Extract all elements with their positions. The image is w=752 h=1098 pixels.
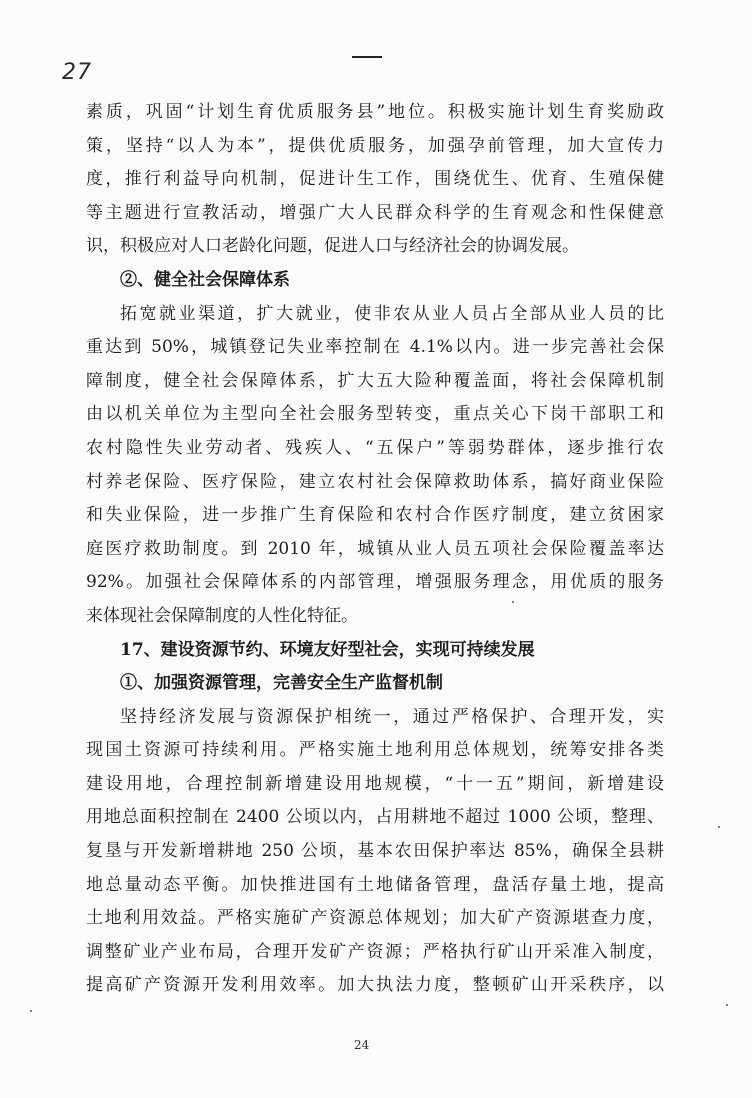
text-line: 识，积极应对人口老龄化问题，促进人口与经济社会的协调发展。	[86, 236, 579, 257]
handwritten-page-number: 27	[62, 60, 92, 85]
scan-speck	[512, 601, 514, 603]
text-line: 素质，巩固“计划生育优质服务县”地位。积极实施计划生育奖励政	[86, 102, 664, 122]
top-dash-mark	[352, 56, 382, 58]
text-line: 提高矿产资源开发利用效率。加大执法力度，整顿矿山开采秩序，以	[86, 975, 664, 996]
text-line: 庭医疗救助制度。到 2010 年，城镇从业人员五项社会保险覆盖率达	[86, 538, 664, 559]
text-line: 农村隐性失业劳动者、残疾人、“五保户”等弱势群体，逐步推行农	[86, 437, 664, 458]
text-line: 92%。加强社会保障体系的内部管理，增强服务理念，用优质的服务	[86, 572, 664, 593]
text-line: 用地总面积控制在 2400 公顷以内，占用耕地不超过 1000 公顷，整理、	[86, 807, 664, 828]
text-line: 土地利用效益。严格实施矿产资源总体规划；加大矿产资源堪查力度，	[86, 908, 664, 929]
text-line: 复垦与开发新增耕地 250 公顷，基本农田保护率达 85%，确保全县耕	[86, 841, 664, 862]
text-line: 现国土资源可持续利用。严格实施土地利用总体规划，统筹安排各类	[86, 740, 664, 761]
text-line: 调整矿业产业布局，合理开发矿产资源；严格执行矿山开采准入制度，	[86, 941, 664, 962]
text-line: 等主题进行宣教活动，增强广大人民群众科学的生育观念和性保健意	[86, 202, 664, 223]
text-line: 建设用地，合理控制新增建设用地规模，“十一五”期间，新增建设	[86, 773, 664, 794]
scan-speck	[30, 1010, 32, 1012]
text-line: 村养老保险、医疗保险，建立农村社会保障救助体系，搞好商业保险	[86, 471, 664, 492]
text-line: 策，坚持“以人为本”，提供优质服务，加强孕前管理，加大宣传力	[86, 135, 664, 156]
section-heading: ②、健全社会保障体系	[120, 269, 290, 290]
text-line: 来体现社会保障制度的人性化特征。	[86, 605, 358, 626]
text-line: 和失业保险，进一步推广生育保险和农村合作医疗制度，建立贫困家	[86, 505, 664, 526]
text-line: 障制度，健全社会保障体系，扩大五大险种覆盖面，将社会保障机制	[86, 370, 664, 391]
page-number: 24	[354, 1038, 370, 1052]
text-line: 拓宽就业渠道，扩大就业，使非农从业人员占全部从业人员的比	[120, 303, 664, 324]
chapter-heading: 17、建设资源节约、环境友好型社会，实现可持续发展	[120, 639, 535, 660]
scan-speck	[726, 1004, 728, 1006]
document-body	[86, 96, 664, 1003]
scan-speck	[718, 826, 720, 828]
section-heading: ①、加强资源管理，完善安全生产监督机制	[120, 673, 443, 694]
text-line: 由以机关单位为主型向全社会服务型转变，重点关心下岗干部职工和	[86, 404, 664, 425]
text-line: 重达到 50%，城镇登记失业率控制在 4.1%以内。进一步完善社会保	[86, 337, 664, 358]
text-line: 地总量动态平衡。加快推进国有土地储备管理，盘活存量土地，提高	[86, 874, 664, 895]
text-line: 度，推行利益导向机制，促进计生工作，围绕优生、优育、生殖保健	[86, 169, 664, 190]
text-line: 坚持经济发展与资源保护相统一，通过严格保护、合理开发，实	[120, 706, 664, 727]
